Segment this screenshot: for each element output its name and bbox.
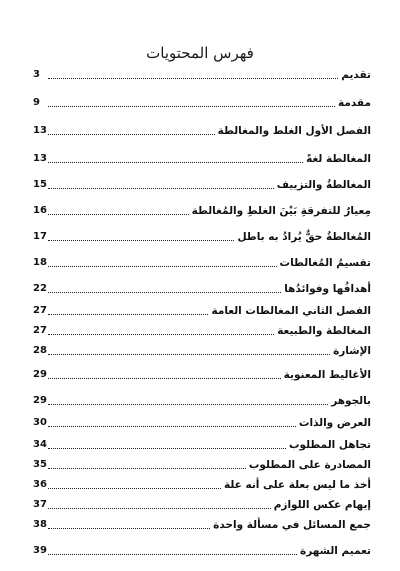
- toc-entry-page-number: 9: [33, 97, 40, 108]
- dot-leader: [48, 160, 303, 163]
- toc-entry-title: مِعيارٌ للتفرقةِ بَيْنَ الغلطِ والمُغالطة: [191, 205, 371, 217]
- toc-entry[interactable]: [33, 496, 371, 512]
- dot-leader: [48, 132, 215, 135]
- dot-leader: [48, 486, 221, 489]
- toc-entry-page-number: 17: [33, 231, 47, 242]
- dot-leader: [48, 466, 246, 469]
- dot-leader: [48, 352, 330, 355]
- toc-entry-title: الإشارة: [333, 345, 371, 357]
- toc-entry[interactable]: [33, 392, 371, 408]
- dot-leader: [48, 238, 234, 241]
- dot-leader: [48, 212, 189, 215]
- toc-entry-title: المغالطةُ والتزييف: [276, 179, 371, 191]
- toc-entry-title: أخذ ما ليس بعلة على أنه علة: [223, 479, 371, 491]
- toc-entry[interactable]: [33, 366, 371, 382]
- toc-entry-title: تقسيمُ المُغالطات: [279, 257, 371, 269]
- toc-entry-page-number: 18: [33, 257, 47, 268]
- toc-entry[interactable]: [33, 516, 371, 532]
- dot-leader: [48, 312, 208, 315]
- toc-entry-page-number: 30: [33, 417, 47, 428]
- dot-leader: [48, 506, 271, 509]
- toc-entry[interactable]: [33, 66, 371, 82]
- dot-leader: [48, 552, 297, 555]
- toc-entry-page-number: 35: [33, 459, 47, 470]
- dot-leader: [48, 104, 335, 107]
- toc-entry-title: بالجوهر: [331, 395, 371, 407]
- toc-entry-title: المُغالطةُ حقٌّ يُرادُ به باطل: [237, 231, 371, 243]
- toc-entry[interactable]: [33, 542, 371, 558]
- toc-entry-page-number: 34: [33, 439, 47, 450]
- toc-entry-page-number: 28: [33, 345, 47, 356]
- toc-entry-page-number: 38: [33, 519, 47, 530]
- toc-entry[interactable]: [33, 176, 371, 192]
- dot-leader: [48, 186, 274, 189]
- dot-leader: [48, 264, 277, 267]
- dot-leader: [48, 290, 281, 293]
- toc-entry[interactable]: [33, 122, 371, 138]
- toc-entry-page-number: 27: [33, 325, 47, 336]
- toc-entry-title: إيهام عكس اللوازم: [273, 499, 371, 511]
- toc-entry-page-number: 13: [33, 153, 47, 164]
- toc-entry[interactable]: [33, 228, 371, 244]
- toc-entry-title: الفصل الأول الغلط والمغالطة: [217, 125, 371, 137]
- toc-entry-title: جمع المسائل في مسألة واحدة: [213, 519, 371, 531]
- dot-leader: [48, 526, 210, 529]
- toc-entry-page-number: 29: [33, 395, 47, 406]
- dot-leader: [48, 446, 286, 449]
- toc-entry[interactable]: [33, 280, 371, 296]
- toc-entry-title: مقدمة: [338, 97, 371, 109]
- toc-entry-page-number: 39: [33, 545, 47, 556]
- toc-entry-title: تقديم: [341, 69, 371, 81]
- toc-entry-page-number: 29: [33, 369, 47, 380]
- toc-entry-page-number: 16: [33, 205, 47, 216]
- toc-entry-title: الأغاليط المعنوية: [283, 369, 371, 381]
- toc-entry[interactable]: [33, 322, 371, 338]
- page-title: فهرس المحتويات: [146, 44, 254, 63]
- toc-entry[interactable]: [33, 254, 371, 270]
- dot-leader: [48, 402, 328, 405]
- toc-entry-page-number: 15: [33, 179, 47, 190]
- toc-entry[interactable]: [33, 436, 371, 452]
- toc-entry[interactable]: [33, 150, 371, 166]
- toc-entry[interactable]: [33, 202, 371, 218]
- toc-entry[interactable]: [33, 476, 371, 492]
- toc-entry[interactable]: [33, 414, 371, 430]
- toc-entry-title: المغالطة والطبيعة: [277, 325, 371, 337]
- toc-entry[interactable]: [33, 456, 371, 472]
- toc-entry-title: العرض والذات: [298, 417, 371, 429]
- toc-entry-title: المصادرة على المطلوب: [248, 459, 371, 471]
- toc-entry-title: تجاهل المطلوب: [289, 439, 371, 451]
- dot-leader: [48, 332, 274, 335]
- toc-entry-title: أهدافُها وفوائدُها: [284, 283, 371, 295]
- toc-entry-page-number: 36: [33, 479, 47, 490]
- dot-leader: [48, 76, 338, 79]
- toc-entry-page-number: 27: [33, 305, 47, 316]
- dot-leader: [48, 376, 281, 379]
- toc-entry-page-number: 13: [33, 125, 47, 136]
- toc-entry-title: الفصل الثاني المغالطات العامة: [211, 305, 371, 317]
- toc-entry-page-number: 37: [33, 499, 47, 510]
- toc-entry[interactable]: [33, 342, 371, 358]
- toc-entry[interactable]: [33, 94, 371, 110]
- toc-entry[interactable]: [33, 302, 371, 318]
- toc-entry-page-number: 22: [33, 283, 47, 294]
- toc-entry-title: المغالطة لغةً: [306, 153, 371, 165]
- toc-entry-title: تعميم الشهرة: [300, 545, 371, 557]
- toc-entry-page-number: 3: [33, 69, 40, 80]
- dot-leader: [48, 424, 296, 427]
